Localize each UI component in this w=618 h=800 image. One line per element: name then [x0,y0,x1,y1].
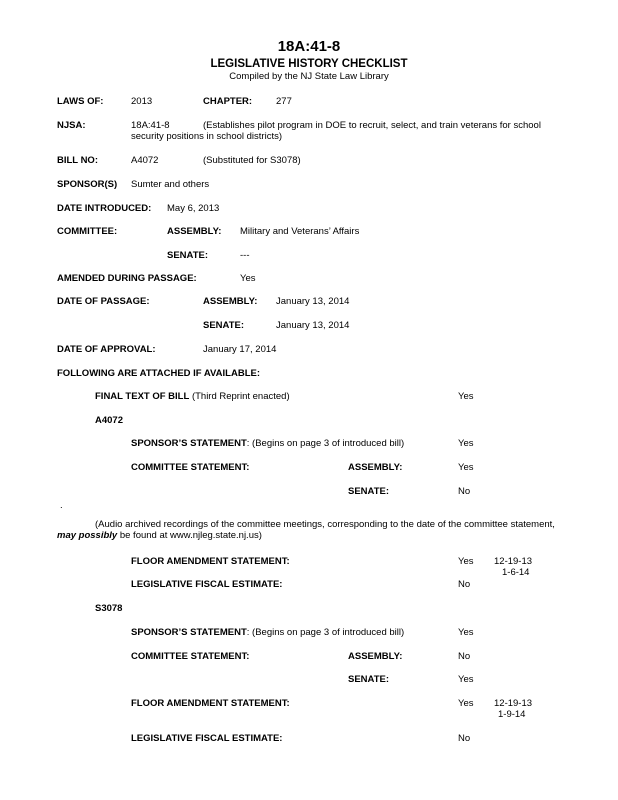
committee-label: COMMITTEE: [57,226,118,237]
a4072-fiscal-value: No [458,579,471,590]
a4072-heading: A4072 [95,415,123,426]
committee-senate-label: SENATE: [167,250,208,261]
laws-of-label: LAWS OF: [57,96,104,107]
a4072-committee-statement-label: COMMITTEE STATEMENT: [131,462,250,473]
approval-value: January 17, 2014 [203,344,277,355]
committee-assembly-value: Military and Veterans’ Affairs [240,226,360,237]
a4072-floor-label: FLOOR AMENDMENT STATEMENT: [131,556,290,567]
s3078-sponsor-statement-value: Yes [458,627,474,638]
a4072-floor-date-1: 12-19-13 [494,556,533,567]
chapter-value: 277 [276,96,292,107]
s3078-assembly-value: No [458,651,471,662]
sponsors-label: SPONSOR(S) [57,179,118,190]
attached-heading: FOLLOWING ARE ATTACHED IF AVAILABLE: [57,368,260,379]
s3078-sponsor-statement-row [131,628,404,639]
passage-senate-value: January 13, 2014 [276,320,350,331]
stray-period: . [60,500,63,511]
document-subtitle: Compiled by the NJ State Law Library [229,71,389,82]
a4072-assembly-label: ASSEMBLY: [348,462,403,473]
a4072-floor-date-2: 1-6-14 [502,567,530,578]
laws-of-value: 2013 [131,96,153,107]
s3078-floor-date-2: 1-9-14 [498,709,526,720]
audio-archive-note [57,520,572,542]
document-title: LEGISLATIVE HISTORY CHECKLIST [210,58,408,70]
statute-number: 18A:41-8 [277,38,341,55]
committee-assembly-label: ASSEMBLY: [167,226,222,237]
passage-label: DATE OF PASSAGE: [57,296,150,307]
a4072-floor-value: Yes [458,556,474,567]
s3078-sponsor-statement-label: SPONSOR’S STATEMENT [131,627,247,638]
s3078-senate-label: SENATE: [348,674,389,685]
s3078-fiscal-value: No [458,733,471,744]
passage-assembly-value: January 13, 2014 [276,296,350,307]
s3078-committee-statement-label: COMMITTEE STATEMENT: [131,651,250,662]
a4072-sponsor-statement-row [131,439,404,450]
s3078-fiscal-label: LEGISLATIVE FISCAL ESTIMATE: [131,733,283,744]
bill-no-note: (Substituted for S3078) [203,155,301,166]
audio-note-text-end: be found at www.njleg.state.nj.us) [117,529,262,541]
chapter-label: CHAPTER: [203,96,253,107]
s3078-senate-value: Yes [458,674,474,685]
final-text-row [95,392,290,403]
audio-note-emphasis: may possibly [57,529,118,541]
sponsors-value: Sumter and others [131,179,210,190]
a4072-senate-label: SENATE: [348,486,389,497]
a4072-sponsor-statement-note: : (Begins on page 3 of introduced bill) [246,438,405,449]
date-introduced-label: DATE INTRODUCED: [57,203,152,214]
date-introduced-value: May 6, 2013 [167,203,220,214]
a4072-senate-value: No [458,486,471,497]
s3078-floor-value: Yes [458,698,474,709]
audio-note-text: (Audio archived recordings of the committee meetings, corresponding to the date of the committee statement, [95,519,555,530]
amended-value: Yes [240,273,256,284]
s3078-floor-date-1: 12-19-13 [494,698,533,709]
a4072-sponsor-statement-label: SPONSOR’S STATEMENT [131,438,247,449]
final-text-value: Yes [458,391,474,402]
s3078-floor-label: FLOOR AMENDMENT STATEMENT: [131,698,290,709]
approval-label: DATE OF APPROVAL: [57,344,156,355]
amended-label: AMENDED DURING PASSAGE: [57,273,197,284]
passage-senate-label: SENATE: [203,320,244,331]
bill-no-value: A4072 [131,155,159,166]
s3078-assembly-label: ASSEMBLY: [348,651,403,662]
final-text-label: FINAL TEXT OF BILL [95,391,190,402]
njsa-value: 18A:41-8 [131,120,170,131]
passage-assembly-label: ASSEMBLY: [203,296,258,307]
a4072-assembly-value: Yes [458,462,474,473]
bill-no-label: BILL NO: [57,155,98,166]
s3078-heading: S3078 [95,603,123,614]
committee-senate-value: --- [240,250,250,261]
njsa-label: NJSA: [57,120,86,131]
njsa-description: (Establishes pilot program in DOE to recruit, select, and train veterans for school security positions in school districts) [131,120,541,142]
s3078-sponsor-statement-note: : (Begins on page 3 of introduced bill) [246,627,405,638]
final-text-note: (Third Reprint enacted) [191,391,290,402]
a4072-fiscal-label: LEGISLATIVE FISCAL ESTIMATE: [131,579,283,590]
a4072-sponsor-statement-value: Yes [458,438,474,449]
